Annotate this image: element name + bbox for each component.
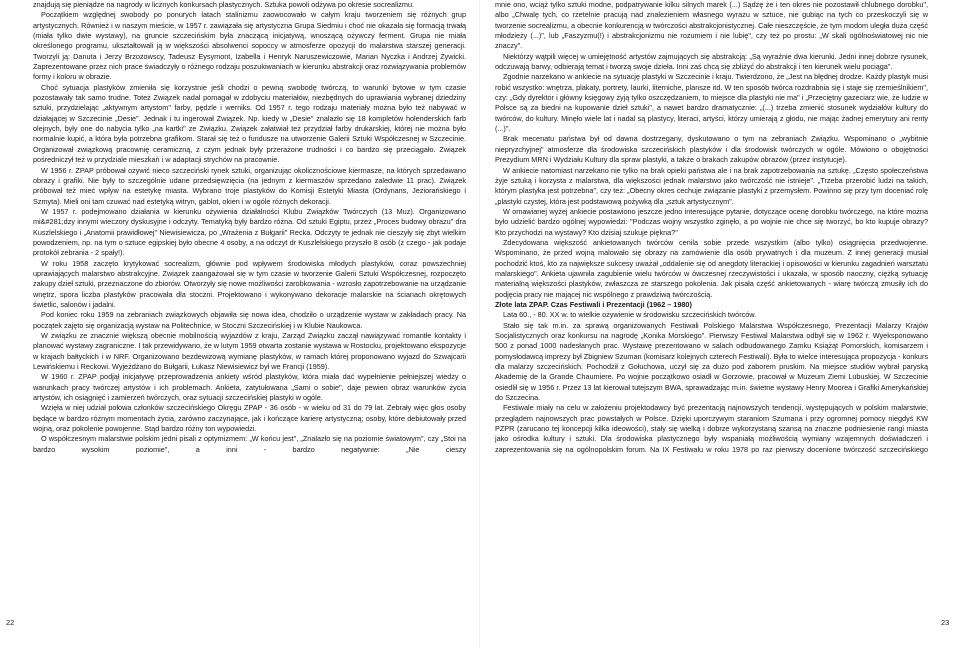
left-paragraph: W roku 1958 zaczęto krytykować socrealizm, głównie pod wpływem środowiska młodych plastyków, coraz powszechniej uprawiających malarstwo abstrakcyjne. Związek zaangażował się w tym czasie w tworzenie Galerii Sztuki Współczesnej, rozpoczęto zakupy dzieł sztuki, przeznaczone do zbiorów. Otworzyły się nowe możliwości zarobkowania - wzrosło zapotrzebowanie na urządzanie wnętrz, spora liczba plastyków pracowała dla stoczni. Projektowano i wykonywano dekoracje malarskie na ścianach okrętowych świetlic, salonów i jadalni. bbox=[33, 258, 466, 309]
left-paragraph: W 1960 r. ZPAP podjął inicjatywę przeprowadzenia ankiety wśród plastyków, która miała dać wypełnienie pełniejszej wiedzy o warunkach pracy twórczej artystów i ich problemach. Ankieta, zatytułowana „Sami o sobie", daje pewien obraz warunków życia artystów, ich osiągnięć i zamierzeń twórczych, oraz sytuacji szczecińskiej plastyki w ogóle. bbox=[33, 372, 466, 403]
page-number-left: 22 bbox=[6, 618, 15, 627]
left-paragraph: O współczesnym malarstwie polskim jedni pisali z optymizmem: „W końcu jest", „Znalazło się na poziomie światowym", czy „Stoi na bardzo wysokim poziomie", a inni - bardzo negatywnie: „Nie cieszy bbox=[33, 434, 466, 454]
left-paragraph: W 1957 r. podejmowano działania w kierunku ożywienia działalności Klubu Związków Twórczych (13 Muz). Organizowano mi&#281;dzy innymi wieczory dyskusyjne i odczyty. Tematyką były bardzo różna. Od sztuki Egiptu, przez „Proces budowy obrazu" dra Kuszlelskiego i „Anatomii prawidłowej" Niewisiewicza, po „Wrażenia z Bułgarii" Recka. Odczyty te jednak nie cieszyły się zbyt wielkim powodzeniem, np. na tym o sztuce egipskiej było obecne 4 osoby, a na odczyt dr Kuszlelskiego przyszło 8 osób (z czego - jak podaje protokół zebrania - 2 spały!). bbox=[33, 206, 466, 258]
right-paragraph: Lata 60., - 80. XX w. to wielkie ożywienie w środowisku szczecińskich twórców. bbox=[503, 310, 757, 320]
left-page-text bbox=[33, 0, 466, 455]
section-heading: Złote lata ZPAP. Czas Festiwali i Prezentacji (1962 – 1980) bbox=[495, 299, 692, 309]
right-paragraph: Zdecydowana większość ankietowanych twórców cenila sobie przede wszystkim (albo tylko) osiągnięcia przedwojenne. Wspominano, że przed wojną malowało się obrazy na zamówienie dla osób prywatnych i dla muzeum. Z innej generacji musiał pochodzić ktoś, kto za największe sukcesy uważał „oddalenie się od anegdoty literackiej i opisowości w kierunku zagadnień warsztatu malarskiego". Ankieta ujawniła zagubienie wielu twórców w ówczesnej rzeczywistości i ukazała, w sposób naoczny, ciężką sytuację materialną większości plastyków, zwłaszcza ze starszego pokolenia. Jak pisała część ankietowanych - wiarę twórczą zmusiły ich do podjęcia pracy nie mającej nic wspólnego z prawdziwą twórczością. bbox=[495, 237, 928, 299]
left-paragraph: Wzięła w niej udział połowa członków szczecińskiego Okręgu ZPAP - 36 osób - w wieku od 31 do 79 lat. Zebrały więc głos osoby będące w bardzo różnym momentach życia, zarówno zaczynające, jak i kończące karierę artystyczną; osoby, które debiutowały przed wojną, oraz pokolenie powojenne. Stąd bardzo różny ton wypowiedzi. bbox=[33, 403, 466, 434]
left-paragraph: znajdują się pieniądze na nagrody w licznych konkursach plastycznych. Sztuka powoli odżywa po okresie socrealizmu. bbox=[33, 0, 415, 9]
right-paragraph: W omawianej wyżej ankiecie postawiono jeszcze jedno interesujące pytanie, dotyczące ocenę dorobku twórczego, na które można było udzielić bardzo ogólnej wypowiedzi: "Podczas wojny wszystko zginęło, a po wojnie nie chce się tworzyć, bo kto kupuje obrazy? Kto przychodzi na wystawy? Kto dzisiaj szukuje piękna?" bbox=[495, 206, 928, 237]
right-paragraph: Festiwale miały na celu w założeniu projektodawcy być prezentacją najnowszych tendencji, występujących w polskim malarstwie, przeglądem najnowszych prac powstałych w Polsce. Dzięki uporczywym staraniom Szumana i przy ogromnej pomocy niegdyś KW PZPR (zarucano tej koncepcji kilka ideowości), stały się wielką i dobrze wykorzystaną szansą na znaczne podniesienie rangi miasta jako ośrodka kultury i sztuki. Dla środowiska plastycznego były wspaniałą możliwością wymiany wzajemnych doświadczeń i zaprezentowania się na ogólnopolskim forum. Na IX Festiwalu w roku 1978 po raz pierwszy docenione twórczość szczecińskiego bbox=[495, 403, 928, 454]
right-paragraph: Stało się tak m.in. za sprawą organizowanych Festiwali Polskiego Malarstwa Współczesnego, Prezentacji Malarzy Krajów Socjalistycznych oraz konkursu na nagrodę „Konika Morskiego". Pierwszy Festiwal Malarstwa odbył się w 1962 r. Wyeksponowano 500 z ponad 1000 nadesłanych prac. Wystawę prezentowano w salach odbudowanego Zamku Książąt Pomorskich, komisarzem i pomysłodawcą imprezy był Zbigniew Szuman (komisarz kolejnych czterech Festiwali). Była to wielce interesująca propozycja - konkurs dla malarzy szczecińskich. Pochodził z Gołuchowa, uczył się za dużo pod zaborem pruskim. Na miejsce studiów wybrał paryską Akademię de la Grande Chaumiere. Po wojnie początkowo osiadł w Gorzowie, pracował w Muzeum Ziemi Lubuskiej. W Szczecinie osiedlił się w 1956 r. Przez 13 lat kierował tutejszym BWA, sprawadzając m.in. świetne wystawy Henry Moorea i Grafiki Amerykańskiej do Szczecina. bbox=[495, 320, 928, 403]
right-paragraph: W ankiecie natomiast narzekano nie tylko na brak opieki państwa ale i na brak zapotrzebowania na sztukę. „Często społeczeństwa żyje sztuką i korzysta z malarstwa, dla większości jednak malarstwo jako twórczość nie istnieje". „Trzeba przerobić ludzi na takich, którym plastyka jest potrzebna", czy też: „Obecny okres cechuje związanie plastyki z przemysłem. Powinno się przy tym doceniać rolę „plastyki czystej, która jest podstawową pożywką dla „sztuk artystycznym". bbox=[495, 165, 928, 206]
left-paragraph: W związku ze znacznie większą obecnie mobilnością wyjazdów z kraju, Zarząd Związku zaczął nawiązywać romantłe kontakty i planować wystawy zagraniczne. I tak przewidywano, że w lutym 1959 otwarta zostanie wystawa w Rostocku, projektowano ekspozycje w krajach bałtyckich i w NRF. Organizowano bezdewizową wymianę plastyków, w ramach której proponowano wyjazd do Szwajcarii Lewińskiemu i Reckowi. Wyjeżdżano do Bułgarii, Łukasz Niewisiewicz był we Francji (1959). bbox=[33, 331, 466, 372]
left-paragraph: Początkiem względnej swobody po ponurych latach stalinizmu zaowocowało w całym kraju tworzeniem się różnych grup artystycznych. Również i w naszym mieście, w 1957 r. zawiązała się artystyczna Grupa Siedmiu i choć nie okazała się formacją trwałą (miała tylko dwie wystawy), na gruncie szczecińskim była znaczącą inicjatywą, wnoszącą ożywczy ferment. Grupa nie miała określonego programu, ukształtowali ją w większości absolwenci sopoccy w atmosferze opozycji do malarstwa starszej generacji. Tworzyli ją: Danuta i Jerzy Brzozowscy, Tadeusz Eysymont, Izabella i Henryk Naruszewiczowie, Marian Nyczka i Andrzej Żywicki. Zaprezentowane przez nich prace świadczyły o różnego rodzaju poszukiwaniach w kierunku abstrakcji oraz rozwiązywania problemów formy i koloru w obrazie. bbox=[33, 10, 466, 82]
page-gutter bbox=[479, 0, 480, 648]
right-paragraph: Niektórzy wątpili więcej w umiejętność artystów zajmujących się abstrakcją: „Są wyraźnie dwa kierunki. Jedni innej dobrze rysunek, odczuwają barwy, odbierają temat i tworzą swoje dzieła. Inni zaś chcą się zbliżyć do abstrakcji i ten kierunek wielu pociąga". bbox=[495, 51, 928, 72]
left-paragraph: Choć sytuacja plastyków zmieniła się korzystnie jeśli chodzi o pewną swobodę twórczą, to warunki bytowe w tym czasie pozostawały tak samo trudne. Toteż Związek nadal pomagał w zdobyciu materiałów, niezbędnych do uprawiania wybranej dziedziny sztuki, przydzielając „aktywnym artystom" farby, pędzle i werniks. Od 1957 r. tego rodzaju materiały można było też nabywać w działającej w Szczecinie „Desie". Jednak i tu ingerował Związek. Np. kiedy w „Desie" znalazło się 18 kompletów holenderskich farb olejnych, były one do nabycia tylko „na kartki" ze Związku. Związek załatwiał też przydział farby drukarskiej, której nie można było normalnie kupić, a która była potrzebna grafikom. Starał się też o fundusze na utworzenie Galerii Sztuki Współczesnej w Szczecinie. Organizował związkową pracownię ceramiczną, z czym jednak były przerażone trudności i co bardzo się przeciągało. Związek pośredniczył też w przydziale mieszkań i w adaptacji strychów na pracownie. bbox=[33, 82, 466, 165]
left-paragraph: Pod koniec roku 1959 na zebraniach związkowych objawiła się nowa idea, chodziło o urządzenie wystaw w zakładach pracy. Na początek zajęto się organizacją wystaw na Politechnice, w Stoczni Szczecińskiej i w Klubie Naukowca. bbox=[33, 310, 466, 330]
right-page-text bbox=[495, 0, 928, 455]
right-paragraph: Brak mecenatu państwa był od dawna dostrzegany, dyskutowano o tym na zebraniach Związku. Wspominano o „wybitnie niepryzchyjnej" atmosferze dla środowiska szczecińskich plastyków i dla środowisk twórczych w ogóle. Mówiono o obojętności Prezydium MRN i Wydziału Kultury dla spraw plastyki, a także o brakach zakupów obrazów (przez instytucje). bbox=[495, 134, 928, 165]
left-paragraph: W 1956 r. ZPAP próbował ożywić nieco szczeciński rynek sztuki, organizując okolicznościowe kiermasze, na których sprzedawano obrazy i grafiki. Nie były to szczególnie udane przedsięwzięcia (na jednym z kiermaszów sprzedano zaledwie 11 prac). Związek próbował też mieć wpływ na estetykę miasta. Wybrano troje plastyków do Komisji Estetyki Miasta (Ordynans, Jeziorańskiego i Szmyta). Mieli oni tam czuwać nad estetyką witryn, gablot, okien i w ogóle różnych dekoracji. bbox=[33, 165, 466, 206]
page-number-right: 23 bbox=[941, 618, 950, 627]
right-paragraph: Zgodnie narzekano w ankiecie na sytuację plastyki w Szczecinie i kraju. Twierdzono, że „Jest na błędnej drodze. Każdy plastyk musi robić wszystko: wnętrza, plakaty, portrety, laurki, literniche, plansze itd. W ten sposób twórca rozdrabnia się i staje się rzemieślnikiem", czy: „Gdy dyrektor i główny księgowy żyją tylko oszczędzaniem, to miejsce dla plastyki nie ma" i „Przeciętny gazeciarz wie, że ludzie w Polsce są za biedni na kupowanie dzieł sztuki", a nawet bardzo dramatycznie: „(...) trzeba zmienić stosunek wydziałów kultury do twórców, do kultury. Minęło wiele lat i nadal są plastycy, literaci, artyści, którzy umierają z głodu, nie mając żadnej emerytury ani renty (...)". bbox=[495, 72, 928, 134]
right-paragraph: mnie ono, wciąż tylko sztuki modne, podpatrywanie kilku silnych marek (...) Sądzę że i ten okres nie pozostawił chlubnego dorobku", albo „Chwalę tych, co rzetelnie pracują nad znalezieniem własnego wyrazu w sztuce, nie gubiąc na tych co przeskoczyli się w tworzenie socrealizmu, a obecnie konkurencją w twórczości abstrakcjonistycznej. Całe nieszczęście, że tym modom uległa duża część młodzieży (...)", lub „Faszyzmu(!) i abstrakcjonizmu nie rozumiem i nie lubię", czy też po prostu: „W skali ogólnoświatowej nic nie znaczy". bbox=[495, 0, 928, 51]
